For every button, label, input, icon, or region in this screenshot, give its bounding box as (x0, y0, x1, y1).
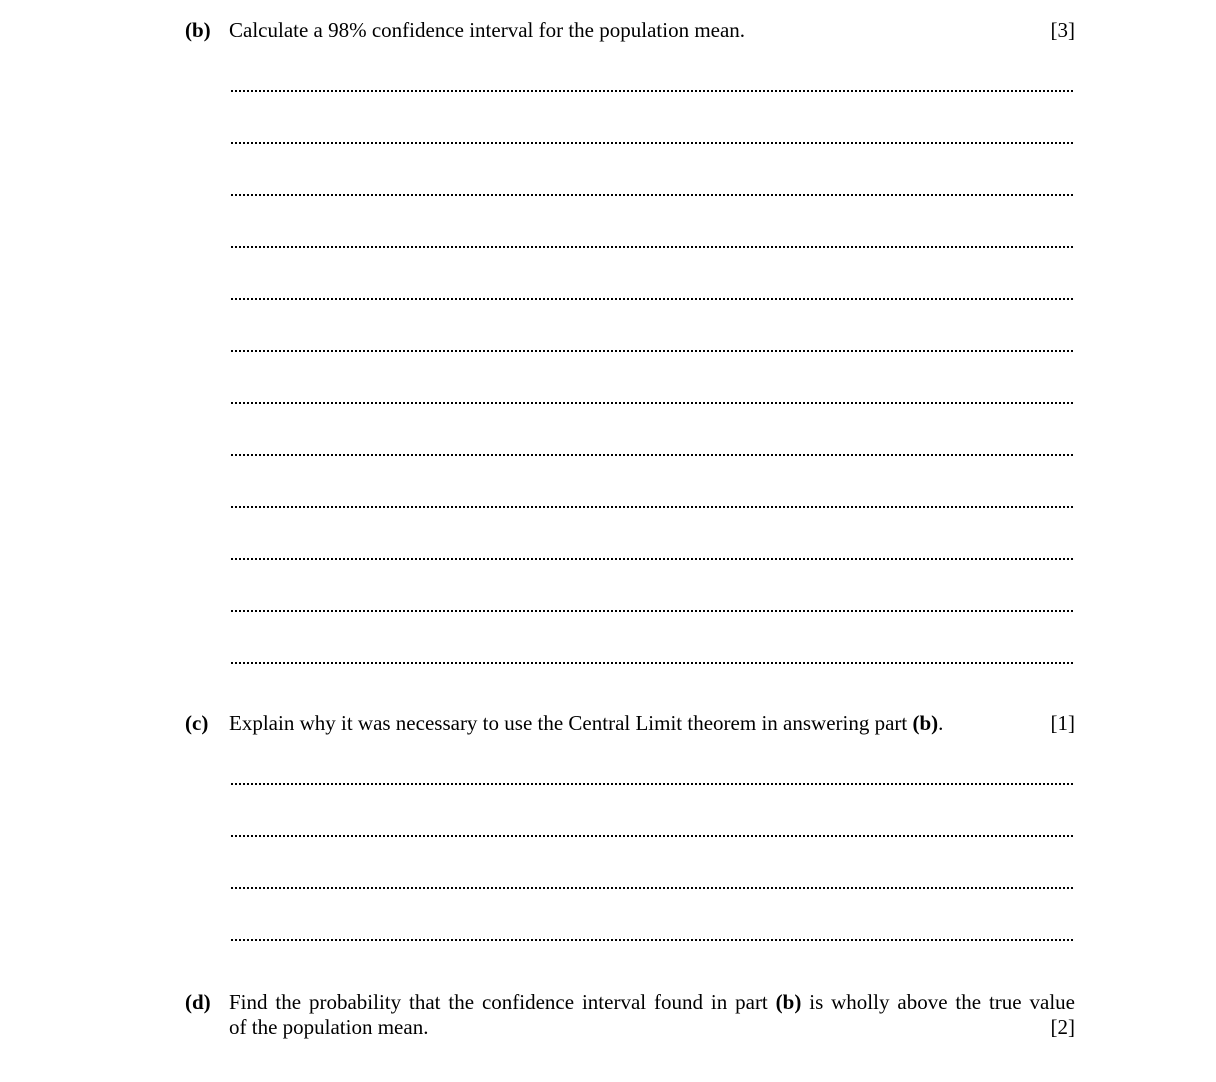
answer-line[interactable] (231, 142, 1073, 144)
question-part-d (185, 990, 1075, 1042)
answer-line[interactable] (231, 939, 1073, 941)
part-reference: (b) (775, 990, 802, 1014)
question-text-part: Find the probability that the confidence interval found in part (229, 990, 776, 1014)
answer-line[interactable] (231, 610, 1073, 612)
answer-line[interactable] (231, 558, 1073, 560)
answer-line[interactable] (231, 90, 1073, 92)
marks-allocation: [1] (1050, 711, 1075, 735)
answer-line[interactable] (231, 835, 1073, 837)
answer-line[interactable] (231, 783, 1073, 785)
answer-line[interactable] (231, 887, 1073, 889)
answer-line[interactable] (231, 402, 1073, 404)
answer-line[interactable] (231, 246, 1073, 248)
answer-line[interactable] (231, 350, 1073, 352)
question-label: (b) (185, 18, 211, 42)
answer-line[interactable] (231, 298, 1073, 300)
question-label: (d) (185, 990, 211, 1014)
marks-allocation: [2] (1050, 1015, 1075, 1039)
answer-line[interactable] (231, 194, 1073, 196)
question-label: (c) (185, 711, 209, 735)
marks-allocation: [3] (1050, 18, 1075, 42)
answer-line[interactable] (231, 506, 1073, 508)
question-text-part: is wholly above the true value (801, 990, 1075, 1014)
question-text-part: . (938, 711, 944, 735)
question-text-part: Explain why it was necessary to use the Central Limit theorem in answering part (229, 711, 913, 735)
answer-line[interactable] (231, 454, 1073, 456)
part-reference: (b) (912, 711, 939, 735)
question-text-line-1 (229, 990, 1075, 1015)
question-text: Calculate a 98% confidence interval for the population mean. (229, 18, 746, 42)
answer-line[interactable] (231, 662, 1073, 664)
question-text (229, 711, 1075, 736)
question-text-line-2: of the population mean. (229, 1015, 429, 1039)
